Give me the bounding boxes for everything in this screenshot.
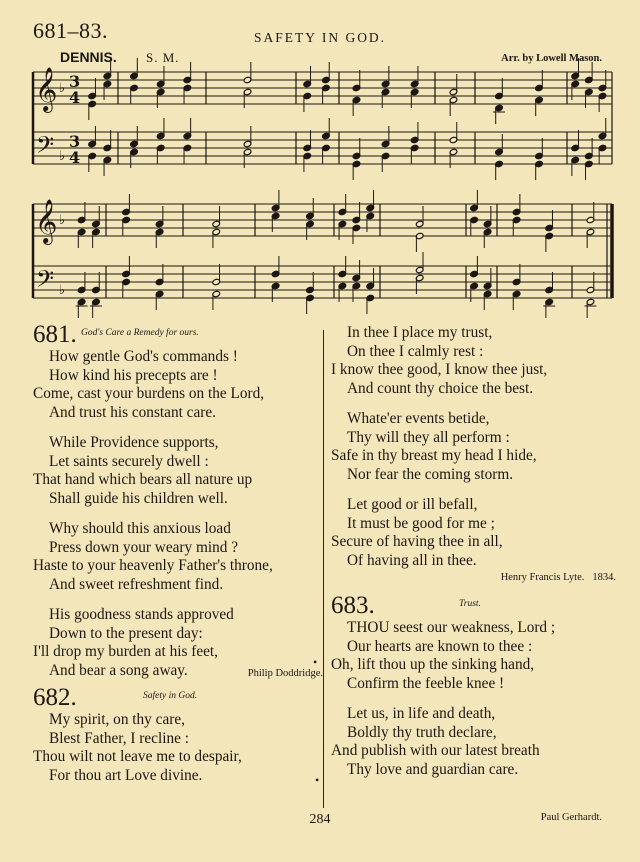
flat-icon: ♭ <box>59 81 66 96</box>
verse-line: How gentle God's commands ! <box>49 348 238 365</box>
verse-line: And bear a song away. <box>49 661 188 679</box>
verse-line: Of having all in thee. <box>347 551 477 569</box>
treble-clef-icon: 𝄞 <box>35 199 58 243</box>
verse-line: THOU seest our weakness, Lord ; <box>347 619 556 636</box>
stanza <box>33 520 323 594</box>
margin-dot: • <box>315 773 320 787</box>
flat-icon: ♭ <box>59 149 66 164</box>
right-column <box>331 324 616 791</box>
verse-line: Thy will they all perform : <box>347 428 510 446</box>
flat-icon: ♭ <box>59 283 66 298</box>
verse-line: Shall guide his children well. <box>49 489 228 507</box>
hymn-683 <box>331 593 616 779</box>
author-credit: Philip Doddridge. <box>247 668 323 679</box>
verse-line: Thy love and guardian care. <box>347 760 519 778</box>
verse-line: Come, cast your burdens on the Lord, <box>33 385 265 402</box>
hymn-range: 681–83. <box>33 18 108 43</box>
author-year: 1834. <box>592 572 616 583</box>
hymn-number: 683. <box>331 592 375 619</box>
verse-line: While Providence supports, <box>49 434 219 451</box>
verse-line: Let saints securely dwell : <box>49 452 209 470</box>
stanza <box>33 434 323 508</box>
music-score <box>0 0 640 320</box>
verse-line: How kind his precepts are ! <box>49 366 218 384</box>
verse-line: Nor fear the coming storm. <box>347 465 514 483</box>
verse-line: Thou wilt not leave me to despair, <box>33 748 242 765</box>
music-system-1 <box>33 58 612 180</box>
left-column <box>33 322 323 797</box>
author-name: Henry Francis Lyte. <box>500 572 585 583</box>
stanza <box>331 705 616 779</box>
verse-line: Let us, in life and death, <box>347 705 496 722</box>
verse-line: Our hearts are known to thee : <box>347 637 533 655</box>
verse-line: I know thee good, I know thee just, <box>331 361 548 378</box>
verse-line: For thou art Love divine. <box>49 766 203 784</box>
verse-line: I'll drop my burden at his feet, <box>33 643 218 660</box>
margin-dot: • <box>313 655 318 669</box>
verse-line: Press down your weary mind ? <box>49 538 239 556</box>
author-credit <box>331 572 616 583</box>
author-credit: Paul Gerhardt. <box>540 812 602 823</box>
verse-line: In thee I place my trust, <box>347 324 493 341</box>
verse-line: Secure of having thee in all, <box>331 533 503 550</box>
time-signature-top: 3 <box>69 132 81 151</box>
hymn-number: 682. <box>33 684 77 711</box>
column-divider <box>323 330 324 808</box>
verse-line: And sweet refreshment find. <box>49 575 224 593</box>
hymn-number: 681. <box>33 321 77 348</box>
flat-icon: ♭ <box>59 213 66 228</box>
time-signature-bottom: 4 <box>69 88 81 107</box>
time-signature-bottom: 4 <box>69 148 81 167</box>
verse-line: Haste to your heavenly Father's throne, <box>33 557 273 574</box>
stanza <box>33 711 323 785</box>
stanza <box>331 619 616 693</box>
meter: S. M. <box>146 50 180 65</box>
music-system-2 <box>33 190 612 318</box>
treble-clef-icon: 𝄞 <box>35 67 58 111</box>
verse-line: Boldly thy truth declare, <box>347 723 497 741</box>
page-title: SAFETY IN GOD. <box>253 30 387 45</box>
hymn-subtitle: Trust. <box>459 599 481 609</box>
time-signature-top: 3 <box>69 72 81 91</box>
verse-line: My spirit, on thy care, <box>49 711 185 728</box>
verse-line: Let good or ill befall, <box>347 496 478 513</box>
bass-clef-icon: 𝄢 <box>36 131 55 164</box>
verse-line: On thee I calmly rest : <box>347 342 484 360</box>
stanza <box>331 324 616 398</box>
verse-line: And publish with our latest breath <box>331 742 540 759</box>
verse-line: Down to the present day: <box>49 624 203 642</box>
verse-line: His goodness stands approved <box>49 606 234 623</box>
arranger-credit: Arr. by Lowell Mason. <box>501 53 602 64</box>
verse-line: That hand which bears all nature up <box>33 471 253 488</box>
page-number: 284 <box>309 812 331 827</box>
bass-clef-icon: 𝄢 <box>36 265 55 298</box>
verse-line: It must be good for me ; <box>347 514 495 532</box>
verse-line: Safe in thy breast my head I hide, <box>331 447 537 464</box>
stanza <box>331 496 616 570</box>
stanza <box>33 348 323 422</box>
verse-line: Why should this anxious load <box>49 520 231 537</box>
verse-line: Whate'er events betide, <box>347 410 490 427</box>
verse-line: Oh, lift thou up the sinking hand, <box>331 656 535 673</box>
hymn-681 <box>33 322 323 679</box>
hymn-subtitle: Safety in God. <box>143 691 198 701</box>
verse-line: And count thy choice the best. <box>347 379 534 397</box>
verse-line: Confirm the feeble knee ! <box>347 674 505 692</box>
verse-line: Blest Father, I recline : <box>49 729 189 747</box>
verse-line: And trust his constant care. <box>49 403 216 421</box>
tune-name: DENNIS. <box>60 49 117 65</box>
stanza <box>331 410 616 484</box>
hymn-subtitle: God's Care a Remedy for ours. <box>81 328 199 338</box>
hymn-682 <box>33 685 323 785</box>
